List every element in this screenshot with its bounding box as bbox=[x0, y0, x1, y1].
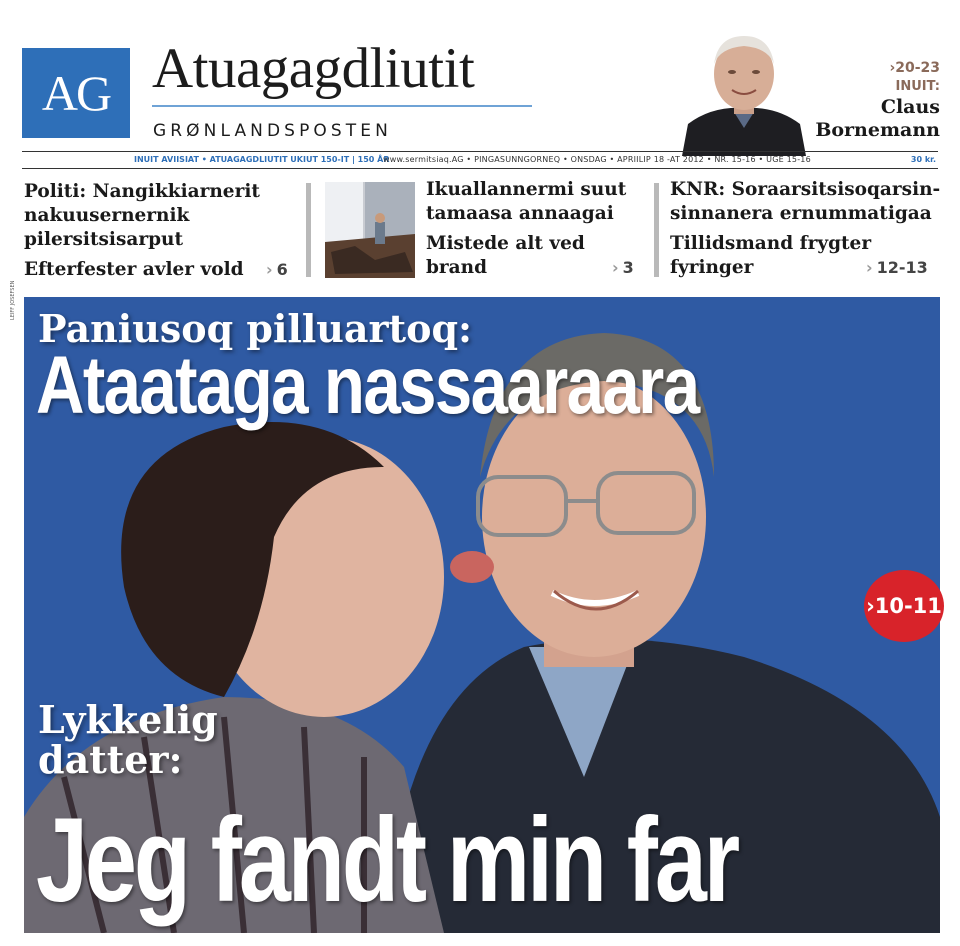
cover-kicker-gl: Paniusoq pilluartoq: bbox=[38, 306, 473, 351]
chevron-right-icon: › bbox=[866, 594, 875, 618]
teaser-2-headline-da[interactable]: Mistede alt ved brand bbox=[426, 233, 585, 278]
cover-kicker-da bbox=[38, 697, 218, 782]
corner-teaser-name[interactable]: Claus Bornemann bbox=[815, 96, 940, 141]
cover-kicker-da-line-1: Lykkelig bbox=[38, 697, 218, 742]
chevron-right-icon: › bbox=[266, 260, 273, 279]
portrait-photo[interactable] bbox=[682, 24, 806, 156]
chevron-right-icon: › bbox=[612, 258, 619, 277]
cover-headline-da[interactable]: Jeg fandt min far bbox=[36, 793, 738, 927]
logo[interactable] bbox=[22, 48, 130, 138]
corner-teaser-pages[interactable]: ›20-23 bbox=[889, 60, 940, 76]
teaser-3-headline-da[interactable]: Tillidsmand frygter fyringer bbox=[670, 233, 872, 278]
info-bar-top-rule bbox=[22, 151, 938, 152]
title-rule bbox=[152, 105, 532, 107]
newspaper-subtitle: GRØNLANDSPOSTEN bbox=[153, 121, 392, 141]
teaser-1-headline-gl[interactable]: Politi: Nangikkiarnerit nakuusernernik pilersitsisarput bbox=[24, 181, 260, 250]
teaser-1-headline-da[interactable]: Efterfester avler vold bbox=[24, 259, 244, 280]
info-bar-tagline: INUIT AVIISIAT • ATUAGAGDLIUTIT UKIUT 150-IT | 150 ÅR bbox=[134, 155, 390, 164]
teaser-1-page-link[interactable]: › 6 bbox=[266, 260, 288, 279]
teaser-2-page-link[interactable]: › 3 bbox=[612, 258, 634, 277]
teaser-2-thumbnail[interactable] bbox=[325, 182, 415, 278]
teaser-2-headline-gl[interactable]: Ikuallannermi suut tamaasa annaagai bbox=[426, 179, 627, 224]
info-bar-dateline: www.sermitsiaq.AG • PINGASUNNGORNEQ • ONSDAG • APRIILIP 18 -AT 2012 • NR. 15-16 • UGE 15-16 bbox=[383, 155, 811, 164]
info-bar-price: 30 kr. bbox=[910, 155, 936, 164]
photo-credit: LEIFF JOSEFSEN bbox=[10, 280, 16, 320]
teaser-3-page-link[interactable]: › 12-13 bbox=[866, 258, 928, 277]
newspaper-title: Atuagagdliutit bbox=[152, 37, 475, 100]
info-bar-bottom-rule bbox=[22, 168, 938, 169]
cover-headline-gl[interactable]: Ataataga nassaaraara bbox=[36, 340, 699, 431]
teaser-divider bbox=[306, 183, 311, 277]
cover-page-badge[interactable]: › 10-11 bbox=[864, 570, 944, 642]
teaser-divider bbox=[654, 183, 659, 277]
chevron-right-icon: › bbox=[866, 258, 873, 277]
teaser-3-headline-gl[interactable]: KNR: Soraarsitsisoqarsin-sinnanera ernummatigaa bbox=[670, 179, 941, 224]
logo-text: AG bbox=[41, 65, 111, 121]
cover-kicker-da-line-2: datter: bbox=[38, 737, 183, 782]
corner-teaser-section: INUIT: bbox=[895, 79, 940, 94]
